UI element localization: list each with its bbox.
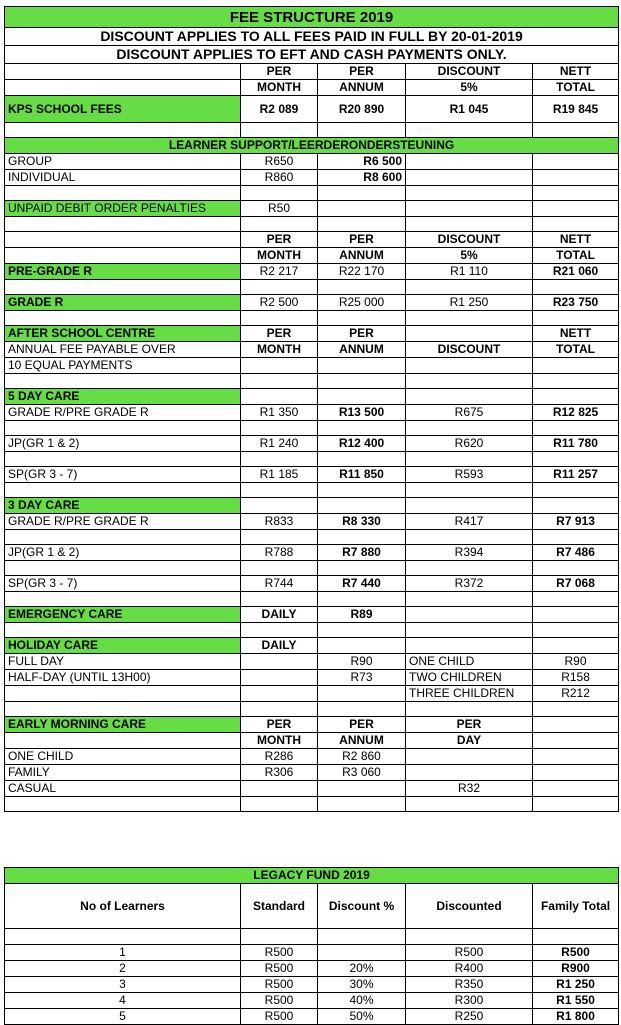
- row-label: SP(GR 3 - 7): [5, 576, 241, 592]
- cell-discounted: R300: [406, 993, 533, 1009]
- col-per: PER: [318, 717, 406, 733]
- legacy-row: [5, 945, 619, 961]
- cell-month: R286: [241, 749, 318, 765]
- after-school-note-2: 10 EQUAL PAYMENTS: [5, 358, 241, 374]
- cell-nett: R7 068: [533, 576, 619, 592]
- table-row: [5, 749, 619, 765]
- penalties-month: R50: [241, 201, 318, 217]
- legacy-col-learners: No of Learners: [5, 884, 241, 929]
- cell-nett: R11 780: [533, 436, 619, 452]
- penalties-row: [5, 201, 619, 217]
- early-morning-title: EARLY MORNING CARE: [5, 717, 241, 733]
- cell-nett: R21 060: [533, 264, 619, 280]
- col-nett: NETT: [533, 232, 619, 248]
- col-annum: ANNUM: [318, 248, 406, 264]
- cell-discount: 30%: [318, 977, 406, 993]
- cell-nett: R7 486: [533, 545, 619, 561]
- cell-discount: R620: [406, 436, 533, 452]
- legacy-fund-table: [4, 867, 619, 1025]
- cell-total: R1 250: [533, 977, 619, 993]
- cell-total: R1 550: [533, 993, 619, 1009]
- cell-discount: [318, 945, 406, 961]
- legacy-col-discount: Discount %: [318, 884, 406, 929]
- table-row: [5, 436, 619, 452]
- col-month: MONTH: [241, 342, 318, 358]
- cell-learners: 5: [5, 1009, 241, 1025]
- learner-support-title: LEARNER SUPPORT/LEERDERONDERSTEUNING: [5, 138, 619, 154]
- cell-annum: R25 000: [318, 295, 406, 311]
- col-total: TOTAL: [533, 342, 619, 358]
- cell-annum: R7 880: [318, 545, 406, 561]
- cell-learners: 4: [5, 993, 241, 1009]
- col-annum: ANNUM: [318, 733, 406, 749]
- table-row: [5, 467, 619, 483]
- discount-note-2: DISCOUNT APPLIES TO EFT AND CASH PAYMENTS ONLY.: [5, 46, 619, 64]
- cell-rate: R73: [318, 670, 406, 686]
- col-month: MONTH: [241, 248, 318, 264]
- table-row: [5, 405, 619, 421]
- cell-annum: R13 500: [318, 405, 406, 421]
- child-label: TWO CHILDREN: [406, 670, 533, 686]
- cell-discount: R372: [406, 576, 533, 592]
- cell-standard: R500: [241, 961, 318, 977]
- table-row: [5, 654, 619, 670]
- penalties-label: UNPAID DEBIT ORDER PENALTIES: [5, 201, 241, 217]
- legacy-row: [5, 961, 619, 977]
- cell-annum: R22 170: [318, 264, 406, 280]
- cell-month: R860: [241, 170, 318, 186]
- table-row: [5, 781, 619, 797]
- after-school-note-1: ANNUAL FEE PAYABLE OVER: [5, 342, 241, 358]
- col-per: PER: [241, 717, 318, 733]
- discount-note-1: DISCOUNT APPLIES TO ALL FEES PAID IN FULL BY 20-01-2019: [5, 28, 619, 46]
- cell-annum: R2 860: [318, 749, 406, 765]
- child-label: THREE CHILDREN: [406, 686, 533, 702]
- cell-discount: R1 250: [406, 295, 533, 311]
- kps-label: KPS SCHOOL FEES: [5, 96, 241, 123]
- legacy-row: [5, 1009, 619, 1025]
- cell-month: R1 185: [241, 467, 318, 483]
- cell-annum: R12 400: [318, 436, 406, 452]
- cell-discount: R675: [406, 405, 533, 421]
- cell-annum: R8 330: [318, 514, 406, 530]
- cell-nett: R23 750: [533, 295, 619, 311]
- col-total: TOTAL: [533, 248, 619, 264]
- legacy-title: LEGACY FUND 2019: [5, 868, 619, 884]
- kps-fees-row: [5, 96, 619, 123]
- cell-annum: R3 060: [318, 765, 406, 781]
- cell-discounted: R250: [406, 1009, 533, 1025]
- row-label: JP(GR 1 & 2): [5, 436, 241, 452]
- row-label: PRE-GRADE R: [5, 264, 241, 280]
- table-row: [5, 154, 619, 170]
- col-day: DAY: [406, 733, 533, 749]
- legacy-col-family-total: Family Total: [533, 884, 619, 929]
- cell-total: R1 800: [533, 1009, 619, 1025]
- cell-month: R650: [241, 154, 318, 170]
- cell-month: R2 500: [241, 295, 318, 311]
- cell-standard: R500: [241, 993, 318, 1009]
- child-label: ONE CHILD: [406, 654, 533, 670]
- row-label: GRADE R/PRE GRADE R: [5, 514, 241, 530]
- col-per: PER: [318, 64, 406, 80]
- cell-month: R744: [241, 576, 318, 592]
- legacy-row: [5, 993, 619, 1009]
- cell-standard: R500: [241, 977, 318, 993]
- table-row: [5, 514, 619, 530]
- kps-nett: R19 845: [533, 96, 619, 123]
- table-row: [5, 670, 619, 686]
- col-discount: DISCOUNT: [406, 342, 533, 358]
- cell-learners: 3: [5, 977, 241, 993]
- child-value: R158: [533, 670, 619, 686]
- col-month: MONTH: [241, 80, 318, 96]
- child-value: R90: [533, 654, 619, 670]
- page-title: FEE STRUCTURE 2019: [5, 7, 619, 28]
- cell-day: R32: [406, 781, 533, 797]
- cell-month: R833: [241, 514, 318, 530]
- day5-title: 5 DAY CARE: [5, 389, 241, 405]
- col-per: PER: [241, 64, 318, 80]
- row-label: FULL DAY: [5, 654, 241, 670]
- row-label: INDIVIDUAL: [5, 170, 241, 186]
- cell-rate: R90: [318, 654, 406, 670]
- cell-nett: R7 913: [533, 514, 619, 530]
- row-label: HALF-DAY (UNTIL 13H00): [5, 670, 241, 686]
- cell-month: R1 240: [241, 436, 318, 452]
- cell-discounted: R500: [406, 945, 533, 961]
- col-total: TOTAL: [533, 80, 619, 96]
- col-daily: DAILY: [241, 607, 318, 623]
- col-per: PER: [318, 232, 406, 248]
- col-nett: NETT: [533, 64, 619, 80]
- col-pct: 5%: [406, 248, 533, 264]
- col-month: MONTH: [241, 733, 318, 749]
- cell-discount: 50%: [318, 1009, 406, 1025]
- cell-standard: R500: [241, 1009, 318, 1025]
- table-row: [5, 765, 619, 781]
- table-row: [5, 545, 619, 561]
- grade-r-row: [5, 295, 619, 311]
- cell-month: R788: [241, 545, 318, 561]
- cell-discount: R593: [406, 467, 533, 483]
- row-label: CASUAL: [5, 781, 241, 797]
- emergency-title: EMERGENCY CARE: [5, 607, 241, 623]
- col-per: PER: [318, 326, 406, 342]
- kps-discount: R1 045: [406, 96, 533, 123]
- col-per: PER: [241, 232, 318, 248]
- cell-total: R900: [533, 961, 619, 977]
- cell-nett: R11 257: [533, 467, 619, 483]
- col-annum: ANNUM: [318, 342, 406, 358]
- cell-total: R500: [533, 945, 619, 961]
- child-value: R212: [533, 686, 619, 702]
- col-per: PER: [241, 326, 318, 342]
- table-row: [5, 576, 619, 592]
- row-label: SP(GR 3 - 7): [5, 467, 241, 483]
- cell-annum: R11 850: [318, 467, 406, 483]
- col-annum: ANNUM: [318, 80, 406, 96]
- legacy-row: [5, 977, 619, 993]
- row-label: GRADE R: [5, 295, 241, 311]
- cell-discounted: R400: [406, 961, 533, 977]
- holiday-title: HOLIDAY CARE: [5, 638, 241, 654]
- row-label: GRADE R/PRE GRADE R: [5, 405, 241, 421]
- emergency-rate: R89: [318, 607, 406, 623]
- cell-nett: R12 825: [533, 405, 619, 421]
- row-label: JP(GR 1 & 2): [5, 545, 241, 561]
- cell-learners: 1: [5, 945, 241, 961]
- cell-discount: 20%: [318, 961, 406, 977]
- cell-annum: R8 600: [318, 170, 406, 186]
- day3-title: 3 DAY CARE: [5, 498, 241, 514]
- legacy-col-standard: Standard: [241, 884, 318, 929]
- table-row: [5, 686, 619, 702]
- legacy-col-discounted: Discounted: [406, 884, 533, 929]
- kps-month: R2 089: [241, 96, 318, 123]
- fee-table: [4, 6, 619, 812]
- cell-month: R306: [241, 765, 318, 781]
- cell-discount: R394: [406, 545, 533, 561]
- cell-month: R1 350: [241, 405, 318, 421]
- after-school-title: AFTER SCHOOL CENTRE: [5, 326, 241, 342]
- cell-learners: 2: [5, 961, 241, 977]
- cell-discount: R417: [406, 514, 533, 530]
- cell-annum: R7 440: [318, 576, 406, 592]
- cell-discount: 40%: [318, 993, 406, 1009]
- row-label: ONE CHILD: [5, 749, 241, 765]
- table-row: [5, 170, 619, 186]
- col-discount: DISCOUNT: [406, 64, 533, 80]
- kps-annum: R20 890: [318, 96, 406, 123]
- col-pct: 5%: [406, 80, 533, 96]
- cell-month: R2 217: [241, 264, 318, 280]
- cell-discounted: R350: [406, 977, 533, 993]
- row-label: FAMILY: [5, 765, 241, 781]
- col-discount: DISCOUNT: [406, 232, 533, 248]
- cell-annum: R6 500: [318, 154, 406, 170]
- col-daily: DAILY: [241, 638, 318, 654]
- col-per: PER: [406, 717, 533, 733]
- cell-discount: R1 110: [406, 264, 533, 280]
- cell-standard: R500: [241, 945, 318, 961]
- pre-grade-r-row: [5, 264, 619, 280]
- row-label: GROUP: [5, 154, 241, 170]
- col-nett: NETT: [533, 326, 619, 342]
